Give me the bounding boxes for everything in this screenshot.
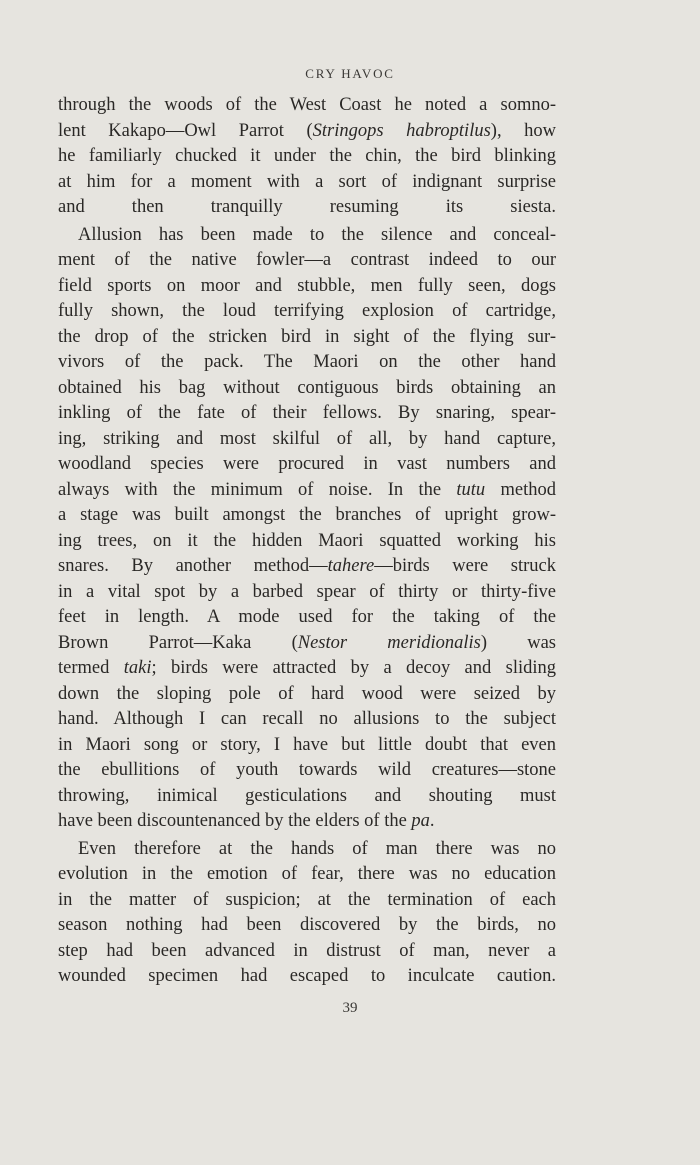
text-line xyxy=(58,809,556,835)
text-run: the ebullitions of youth towards wild creatures—stone xyxy=(58,760,556,780)
text-line xyxy=(58,503,556,529)
paragraph-2 xyxy=(58,223,556,835)
text-run: lent Kakapo—Owl Parrot ( xyxy=(58,120,313,141)
text-line xyxy=(58,401,556,427)
text-line xyxy=(58,299,556,325)
text-run: throwing, inimical gesticulations and shouting must xyxy=(58,785,556,806)
text-run: ing, striking and most skilful of all, by hand capture, xyxy=(58,428,556,449)
text-run: inkling of the fate of their fellows. By snaring, spear- xyxy=(58,403,556,423)
text-run: feet in length. A mode used for the taking of the xyxy=(58,607,556,627)
text-line xyxy=(58,580,556,606)
text-run: termed xyxy=(58,658,124,678)
text-run: ment of the native fowler—a contrast indeed to our xyxy=(58,250,556,270)
italic-term: tahere xyxy=(327,556,375,576)
text-line xyxy=(58,452,556,478)
text-run: ing trees, on it the hidden Maori squatted working his xyxy=(58,530,556,551)
text-line xyxy=(58,223,556,249)
paragraph-1 xyxy=(58,93,556,221)
text-run: . xyxy=(429,811,435,831)
text-run: Allusion has been made to the silence and conceal- xyxy=(78,224,556,245)
paragraph-3 xyxy=(58,837,556,990)
italic-term: Stringops habroptilus xyxy=(312,120,491,141)
text-run: through the woods of the West Coast he noted a somno- xyxy=(58,95,556,115)
text-run: a stage was built amongst the branches of upright grow- xyxy=(58,505,556,525)
italic-term: pa xyxy=(411,811,430,831)
text-line xyxy=(58,707,556,733)
text-line xyxy=(58,274,556,300)
text-line xyxy=(58,784,556,810)
text-line xyxy=(58,248,556,274)
text-run: in a vital spot by a barbed spear of thirty or thirty-five xyxy=(58,581,556,602)
text-run: always with the minimum of noise. In the xyxy=(58,479,457,500)
text-run: at him for a moment with a sort of indignant surprise xyxy=(58,171,556,192)
text-line xyxy=(58,554,556,580)
text-run: ) was xyxy=(480,632,557,653)
text-run: evolution in the emotion of fear, there was no education xyxy=(58,864,556,884)
text-run: vivors of the pack. The Maori on the other hand xyxy=(58,352,556,372)
text-line xyxy=(58,682,556,708)
text-line xyxy=(58,427,556,453)
text-run: and then tranquilly resuming its siesta. xyxy=(58,197,556,217)
text-run: season nothing had been discovered by the birds, no xyxy=(58,915,556,935)
page-number: 39 xyxy=(342,1000,358,1016)
text-run: Brown Parrot—Kaka ( xyxy=(58,632,298,653)
text-line xyxy=(58,758,556,784)
text-run: in Maori song or story, I have but little doubt that even xyxy=(58,734,556,755)
text-run: step had been advanced in distrust of man, never a xyxy=(58,940,556,961)
text-line xyxy=(58,862,556,888)
italic-term: tutu xyxy=(456,479,486,500)
running-head: CRY HAVOC xyxy=(305,66,395,81)
text-run: —birds were struck xyxy=(374,556,556,576)
text-line xyxy=(58,656,556,682)
text-line xyxy=(58,913,556,939)
text-run: ), how xyxy=(490,120,556,141)
text-run: fully shown, the loud terrifying explosion of cartridge, xyxy=(58,301,556,321)
text-line xyxy=(58,888,556,914)
body-text xyxy=(58,93,556,992)
text-line xyxy=(58,119,556,145)
italic-term: Nestor meridionalis xyxy=(297,632,481,653)
text-run: he familiarly chucked it under the chin, the bird blinking xyxy=(58,146,556,166)
text-run: have been discountenanced by the elders of the xyxy=(58,811,412,831)
text-line xyxy=(58,350,556,376)
text-run: wounded specimen had escaped to inculcate caution. xyxy=(58,966,556,986)
text-line xyxy=(58,964,556,990)
text-run: in the matter of suspicion; at the termination of each xyxy=(58,889,556,910)
text-run: snares. By another method— xyxy=(58,556,328,576)
text-run: method xyxy=(485,479,556,500)
text-line xyxy=(58,195,556,221)
text-run: woodland species were procured in vast numbers and xyxy=(58,454,556,474)
text-line xyxy=(58,939,556,965)
text-line xyxy=(58,93,556,119)
text-line xyxy=(58,605,556,631)
text-run: the drop of the stricken bird in sight of the flying sur- xyxy=(58,326,556,347)
text-run: ; birds were attracted by a decoy and sliding xyxy=(151,658,556,678)
text-run: obtained his bag without contiguous birds obtaining an xyxy=(58,377,556,398)
text-line xyxy=(58,170,556,196)
text-run: field sports on moor and stubble, men fully seen, dogs xyxy=(58,275,556,296)
text-run: down the sloping pole of hard wood were seized by xyxy=(58,683,556,704)
text-line xyxy=(58,837,556,863)
text-line xyxy=(58,144,556,170)
text-run: Even therefore at the hands of man there was no xyxy=(78,838,556,859)
text-line xyxy=(58,376,556,402)
text-run: hand. Although I can recall no allusions to the subject xyxy=(58,709,556,729)
italic-term: taki xyxy=(123,658,152,678)
text-line xyxy=(58,631,556,657)
text-line xyxy=(58,733,556,759)
text-line xyxy=(58,478,556,504)
text-line xyxy=(58,325,556,351)
text-line xyxy=(58,529,556,555)
